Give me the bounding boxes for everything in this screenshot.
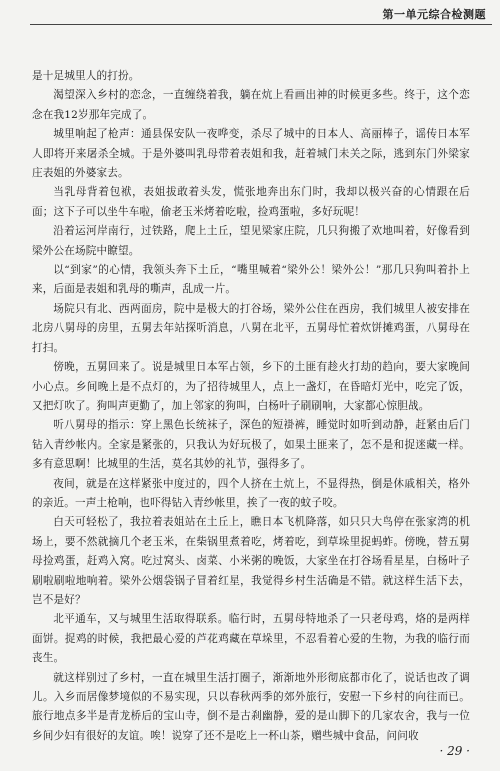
paragraph: 北平通车，又与城里生活取得联系。临行时，五舅母特地杀了一只老母鸡，烙的是两样面饼。捉鸡的时候，我把最心爱的芦花鸡藏在草垛里，不忍看着心爱的生物，为我的临行而丧生。: [32, 613, 470, 665]
paragraph: 夜间，就是在这样紧张中度过的，四个人挤在土炕上，不显得热，倒是休戚相关，格外的亲近。一声土枪响，也吓得钻入青纱帐里，挨了一夜的蚊子咬。: [32, 477, 470, 509]
paragraph: 以“到家”的心情，我领头奔下土丘，“嘴里喊着“梁外公！梁外公！”那几只狗叫着扑上来，后面是表姐和乳母的嘶声，乱成一片。: [32, 264, 470, 296]
paragraph: 沿着运河岸南行，过铁路，爬上土丘，望见梁家庄院，几只狗搬了欢地叫着，好像看到梁外公在场院中瞭望。: [32, 225, 470, 257]
paragraph: 白天可轻松了，我拉着表姐站在土丘上，瞧日本飞机降落，如只只大鸟停在张家湾的机场上，要不然就摘几个老玉米，在柴锅里煮着吃，烤着吃，到草垛里捉蚂蚱。傍晚，替五舅母捡鸡蛋，赶鸡入窝。吃过窝头、卤菜、小米粥的晚饭，大家坐在打谷场看星星，白杨叶子刷啦刷啦地响着。梁外公烟袋锅子冒着红星，我觉得乡村生活确是不错。就这样生活下去，岂不是好？: [32, 516, 470, 606]
paragraph: 城里响起了枪声：通县保安队一夜哗变，杀尽了城中的日本人、高丽棒子，谣传日本军人即将开来屠杀全城。于是外婆叫乳母带着表姐和我，赶着城门未关之际，逃到东门外梁家庄表姐的外婆家去。: [32, 128, 470, 180]
page-number: · 29 ·: [439, 744, 470, 758]
paragraph: 听八舅母的指示：穿上黑色长统袜子，深色的短褂裤，睡觉时如听到动静，赶紧由后门钻入青纱帐内。全家是紧张的，只我认为好玩极了，如果土匪来了，怎不是和捉迷藏一样。多有意思啊！比城里的生活，莫名其妙的礼节，强得多了。: [32, 419, 470, 471]
paragraph: 场院只有北、西两面房，院中是极大的打谷场，梁外公住在西房，我们城里人被安排在北房八舅母的房里，五舅去年站探听消息，八舅在北平，五舅母忙着炊饼摊鸡蛋，八舅母在打扫。: [32, 302, 470, 354]
paragraph: 就这样别过了乡村，一直在城里生活打圈子，渐渐地外形彻底都市化了，说话也改了调儿。入乡而居像梦境似的不易实现，只以春秋两季的郊外旅行，安慰一下乡村的向往而已。旅行地点多半是青龙桥后的宝山寺，倒不是古刹幽静，爱的是山脚下的几家农舍，我与一位乡间少妇有很好的友谊。唉！说穿了还不是吃上一杯山茶，赠些城中食品，问问收: [32, 671, 470, 742]
paragraph: 是十足城里人的打扮。: [32, 70, 140, 82]
paragraph: 傍晚，五舅回来了。说是城里日本军占领，乡下的土匪有趁火打劫的趋向，要大家晚间小心点。乡间晚上是不点灯的，为了招待城里人，点上一盏灯，在昏暗灯光中，吃完了饭，又把灯吹了。狗叫声更勤了，加上邻家的狗叫，白杨叶子刷刷响，大家都心惊胆战。: [32, 361, 470, 412]
header-rule: [30, 24, 492, 25]
body-text: [32, 67, 470, 746]
running-header-title: 第一单元综合检测题: [382, 8, 486, 21]
paragraph: 当乳母背着包袱，表姐拔敢着头发，慌张地奔出东门时，我却以极兴奋的心情跟在后面；这下子可以坐牛车啦，偷老玉米烤着吃啦，捡鸡蛋啦，多好玩呢！: [32, 186, 470, 218]
paragraph: 渴望深入乡村的恋念，一直缠绕着我，躺在炕上看画出神的时候更多些。终于，这个恋念在我12岁那年完成了。: [32, 89, 470, 121]
